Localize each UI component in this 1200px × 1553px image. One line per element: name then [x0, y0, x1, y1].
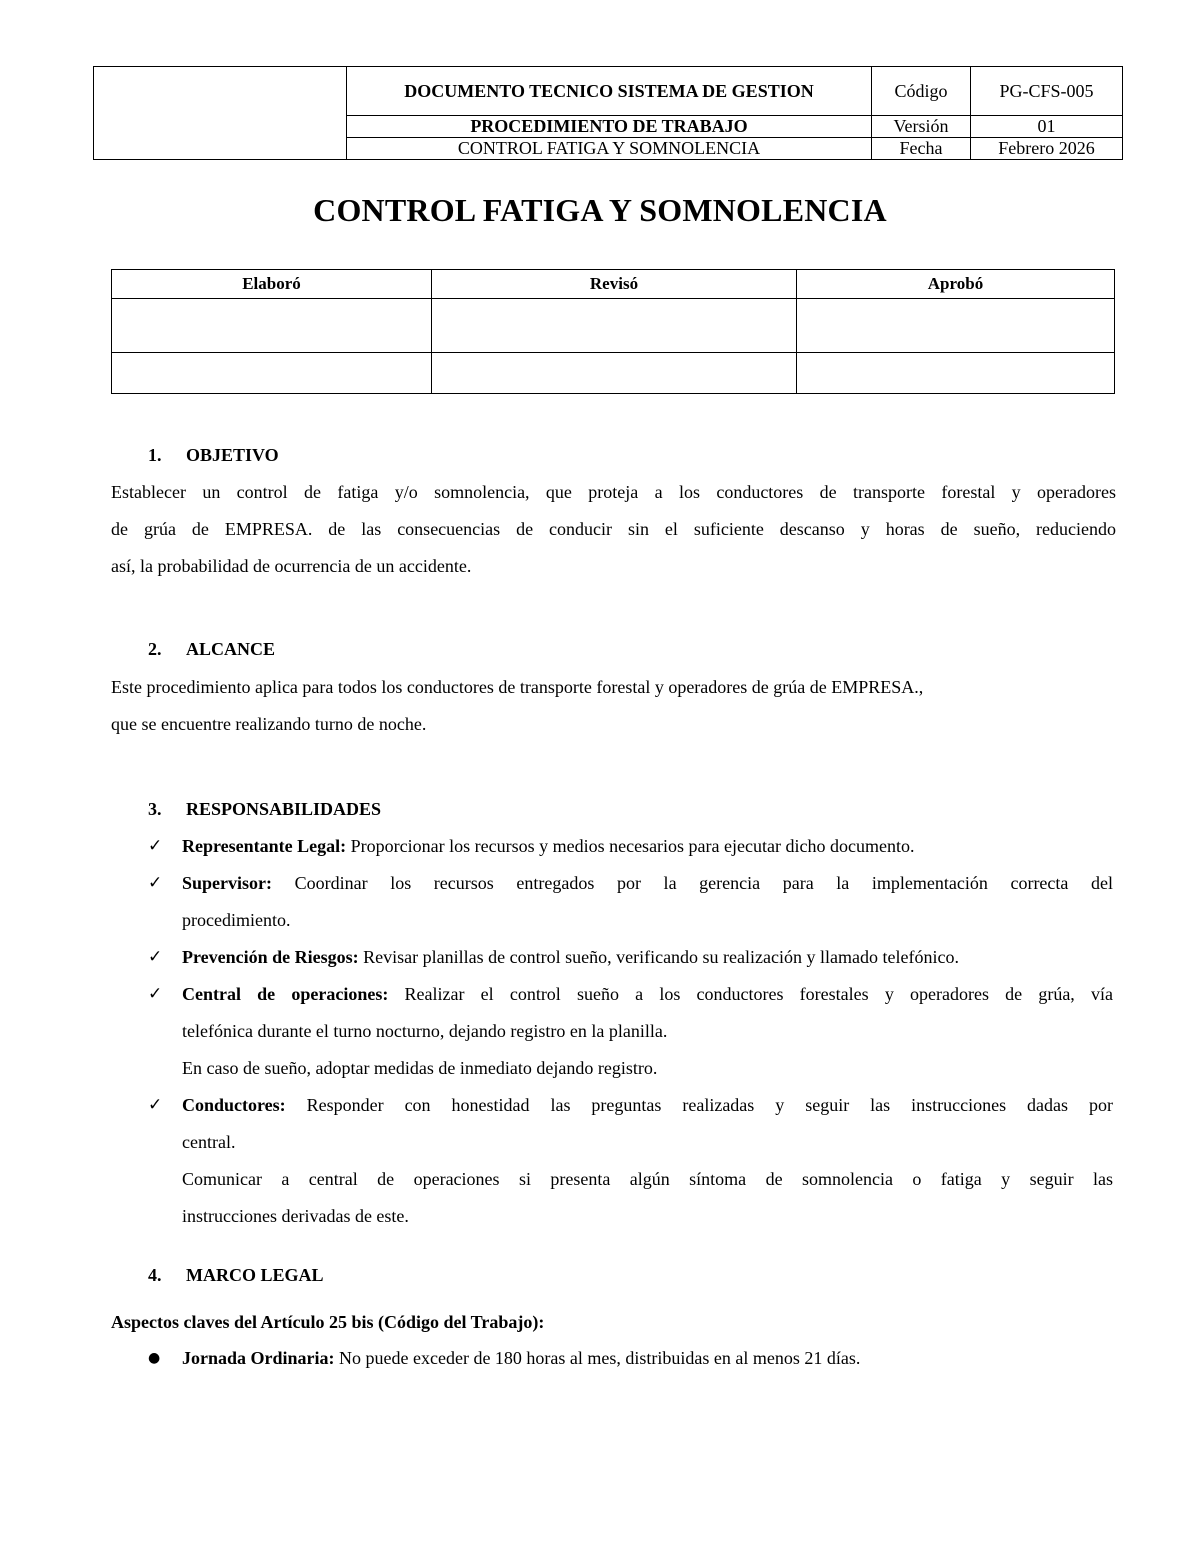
responsibility-text: Responder con honestidad las preguntas realizadas y seguir las instrucciones dadas por	[285, 1095, 1113, 1115]
responsibility-role: Representante Legal:	[182, 836, 347, 856]
header-version-value: 01	[971, 115, 1123, 137]
section-body-alcance	[111, 669, 1116, 743]
section-heading-responsabilidades	[148, 797, 381, 821]
section-title: MARCO LEGAL	[186, 1265, 324, 1285]
section-heading-alcance	[148, 637, 275, 661]
logo-cell	[94, 67, 347, 160]
paragraph-line: que se encuentre realizando turno de noche.	[111, 714, 427, 734]
responsibility-role: Conductores:	[182, 1095, 286, 1115]
responsibility-text: Realizar el control sueño a los conductores forestales y operadores de grúa, vía	[388, 984, 1113, 1004]
legal-text: No puede exceder de 180 horas al mes, distribuidas en al menos 21 días.	[334, 1348, 861, 1368]
responsibility-text: En caso de sueño, adoptar medidas de inmediato dejando registro.	[182, 1058, 658, 1078]
approvals-cell-reviso-sign	[432, 353, 797, 394]
responsibility-text: procedimiento.	[182, 910, 291, 930]
responsibility-text: Coordinar los recursos entregados por la gerencia para la implementación correcta del	[272, 873, 1113, 893]
header-version-label: Versión	[872, 115, 971, 137]
section-heading-marco-legal	[148, 1263, 324, 1287]
section-title: OBJETIVO	[186, 445, 279, 465]
check-mark-icon: ✓	[148, 873, 163, 893]
responsibility-text: Comunicar a central de operaciones si presenta algún síntoma de somnolencia o fatiga y seguir las	[182, 1169, 1113, 1189]
header-title-control: CONTROL FATIGA Y SOMNOLENCIA	[347, 137, 872, 159]
section-number: 3.	[148, 799, 162, 819]
responsibility-text: instrucciones derivadas de este.	[182, 1206, 409, 1226]
section-body-objetivo	[111, 474, 1116, 585]
approvals-cell-elaboro-name	[112, 299, 432, 353]
approvals-header-reviso: Revisó	[432, 270, 797, 299]
header-code-value: PG-CFS-005	[971, 67, 1123, 116]
responsibility-text: central.	[182, 1132, 236, 1152]
section-number: 2.	[148, 639, 162, 659]
approvals-cell-reviso-name	[432, 299, 797, 353]
approvals-cell-aprobo-name	[797, 299, 1115, 353]
responsibility-role: Supervisor:	[182, 873, 272, 893]
marco-legal-subtitle: Aspectos claves del Artículo 25 bis (Código del Trabajo):	[111, 1312, 545, 1332]
section-title: RESPONSABILIDADES	[186, 799, 382, 819]
legal-term: Jornada Ordinaria:	[182, 1348, 335, 1368]
paragraph-line: Establecer un control de fatiga y/o somnolencia, que proteja a los conductores de transporte forestal y operadores	[111, 482, 1116, 502]
section-title: ALCANCE	[186, 639, 276, 659]
section-heading-objetivo	[148, 443, 279, 467]
responsibility-role: Prevención de Riesgos:	[182, 947, 359, 967]
paragraph-line: así, la probabilidad de ocurrencia de un accidente.	[111, 556, 472, 576]
responsibility-text: telefónica durante el turno nocturno, dejando registro en la planilla.	[182, 1021, 668, 1041]
approvals-cell-elaboro-sign	[112, 353, 432, 394]
approvals-header-elaboro: Elaboró	[112, 270, 432, 299]
paragraph-line: de grúa de EMPRESA. de las consecuencias de conducir sin el suficiente descanso y horas de sueño, reduciendo	[111, 519, 1116, 539]
approvals-header-aprobo: Aprobó	[797, 270, 1115, 299]
header-title-system: DOCUMENTO TECNICO SISTEMA DE GESTION	[347, 67, 872, 116]
approvals-table	[111, 269, 1115, 394]
section-number: 4.	[148, 1265, 162, 1285]
check-mark-icon: ✓	[148, 947, 163, 967]
paragraph-line: Este procedimiento aplica para todos los conductores de transporte forestal y operadores de grúa de EMPRESA.,	[111, 677, 924, 697]
header-date-value: Febrero 2026	[971, 137, 1123, 159]
bullet-dot-icon: ●	[148, 1350, 161, 1366]
responsibility-text: Proporcionar los recursos y medios necesarios para ejecutar dicho documento.	[346, 836, 915, 856]
check-mark-icon: ✓	[148, 984, 163, 1004]
check-mark-icon: ✓	[148, 1095, 163, 1115]
header-title-procedure: PROCEDIMIENTO DE TRABAJO	[347, 115, 872, 137]
section-number: 1.	[148, 445, 162, 465]
responsibility-role: Central de operaciones:	[182, 984, 389, 1004]
header-code-label: Código	[872, 67, 971, 116]
check-mark-icon: ✓	[148, 836, 163, 856]
page-title: CONTROL FATIGA Y SOMNOLENCIA	[313, 192, 887, 228]
header-date-label: Fecha	[872, 137, 971, 159]
responsibility-text: Revisar planillas de control sueño, verificando su realización y llamado telefónico.	[358, 947, 959, 967]
document-header-table	[93, 66, 1123, 160]
approvals-cell-aprobo-sign	[797, 353, 1115, 394]
